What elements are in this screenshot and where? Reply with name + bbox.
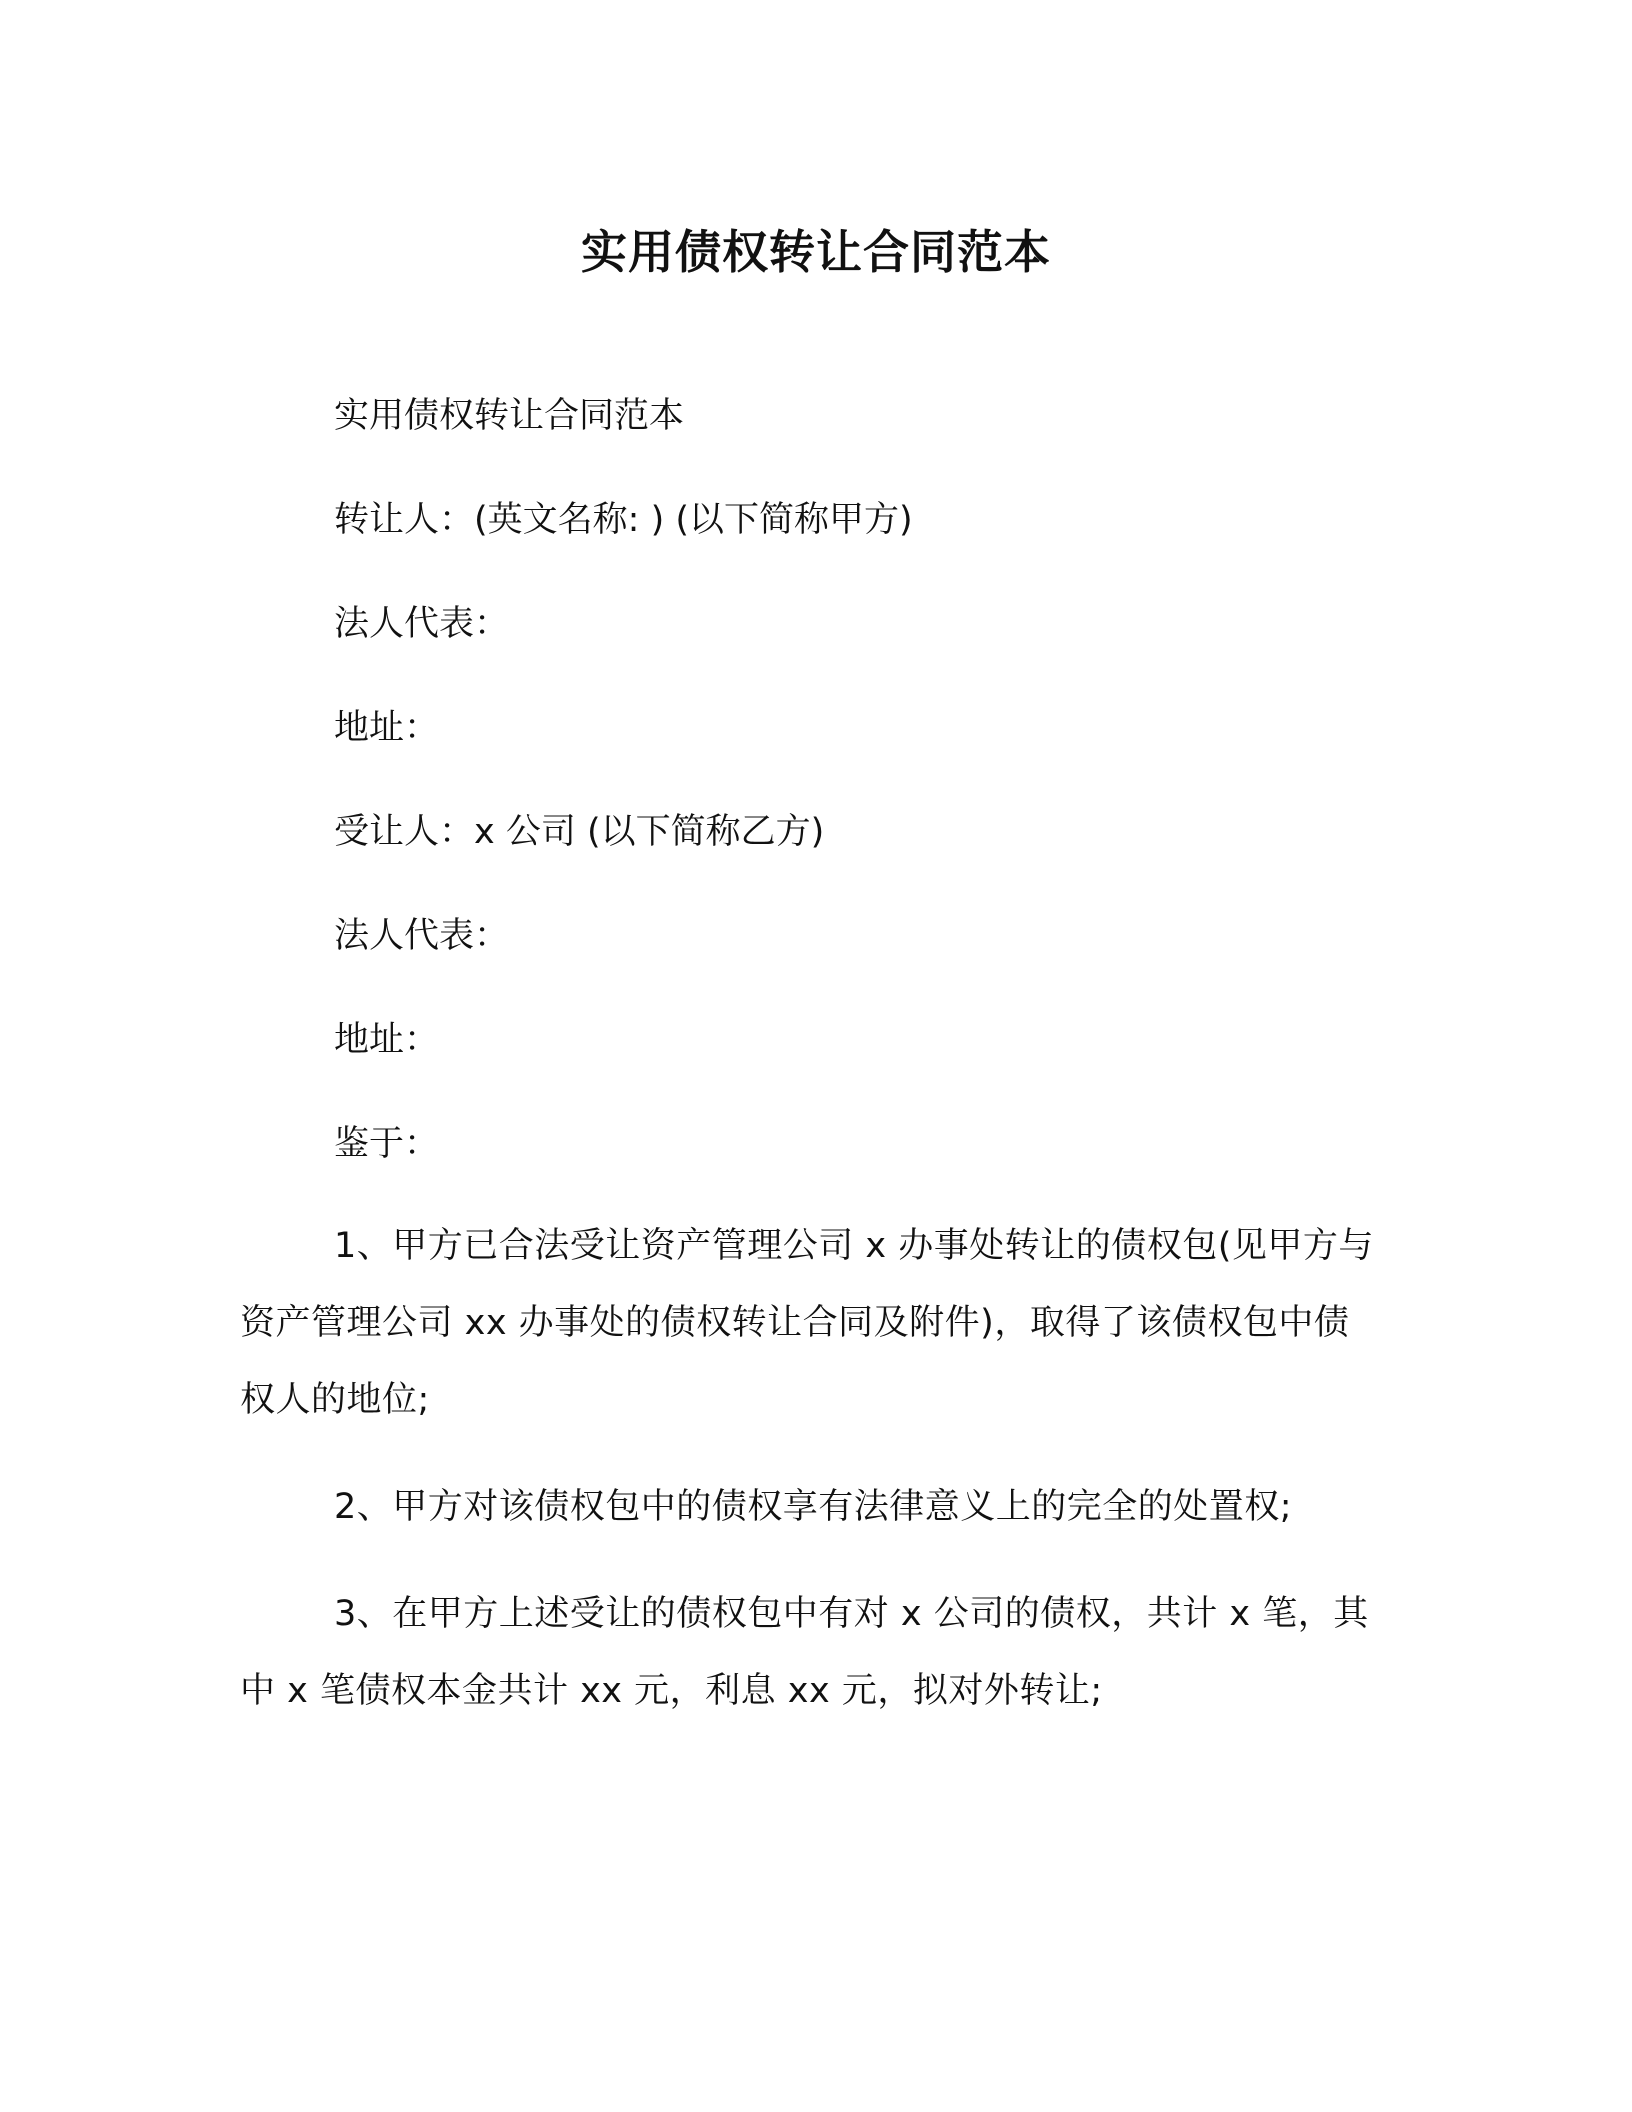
- clause-1: 1、甲方已合法受让资产管理公司 x 办事处转让的债权包(见甲方与资产管理公司 xx 办事处的债权转让合同及附件)，取得了该债权包中债权人的地位;: [240, 1226, 1374, 1420]
- transferee-line: 受让人：x 公司 (以下简称乙方): [334, 812, 825, 852]
- document-body: [240, 392, 1380, 1760]
- clause-2: 2、甲方对该债权包中的债权享有法律意义上的完全的处置权;: [334, 1487, 1293, 1527]
- transferee-representative: 法人代表：: [334, 916, 510, 956]
- document-subtitle: 实用债权转让合同范本: [334, 396, 685, 436]
- transferor-representative: 法人代表：: [334, 604, 510, 644]
- document-title: 实用债权转让合同范本: [581, 225, 1051, 279]
- whereas-heading: 鉴于：: [334, 1124, 440, 1164]
- transferee-address: 地址：: [334, 1020, 440, 1060]
- clause-3: 3、在甲方上述受让的债权包中有对 x 公司的债权，共计 x 笔，其中 x 笔债权本金共计 xx 元，利息 xx 元，拟对外转让;: [240, 1594, 1369, 1711]
- transferor-address: 地址：: [334, 708, 440, 748]
- transferor-line: 转让人：(英文名称: ) (以下简称甲方): [334, 500, 913, 540]
